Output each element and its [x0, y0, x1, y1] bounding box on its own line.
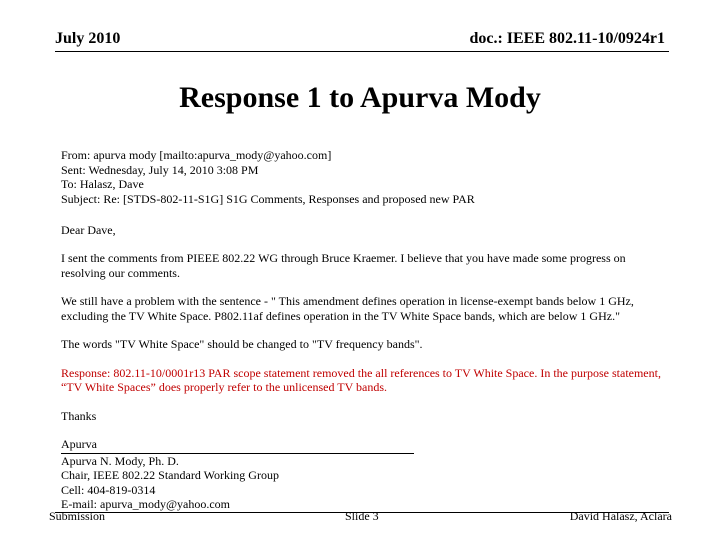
- response-line2: “TV White Spaces” does properly refer to the unlicensed TV bands.: [61, 380, 388, 394]
- closing: Thanks: [61, 408, 97, 423]
- signature-email: E-mail: apurva_mody@yahoo.com: [61, 497, 231, 511]
- slide-title: Response 1 to Apurva Mody: [179, 81, 541, 114]
- paragraph2-line2: excluding the TV White Space. P802.11af defines operation in the TV White Space bands, which are below 1 GHz.": [61, 308, 620, 323]
- greeting: Dear Dave,: [61, 222, 116, 237]
- header-doc-id: doc.: IEEE 802.11-10/0924r1: [469, 30, 665, 47]
- signature-role: Chair, IEEE 802.22 Standard Working Group: [61, 468, 279, 482]
- email-subject: Subject: Re: [STDS-802-11-S1G] S1G Comments, Responses and proposed new PAR: [61, 191, 475, 206]
- signature-cell: Cell: 404-819-0314: [61, 482, 156, 497]
- footer-submission: Submission: [49, 509, 106, 523]
- signer-first-name: Apurva: [61, 437, 97, 451]
- footer-author: David Halasz, Aclara: [569, 509, 672, 523]
- slide-body: [61, 148, 671, 512]
- header-date: July 2010: [55, 30, 121, 47]
- paragraph1-line2: resolving our comments.: [61, 265, 180, 280]
- email-to: To: Halasz, Dave: [61, 177, 144, 191]
- response-line1: Response: 802.11-10/0001r13 PAR scope statement removed the all references to TV White Space. In the purpose statement,: [61, 365, 661, 380]
- email-sent: Sent: Wednesday, July 14, 2010 3:08 PM: [61, 162, 259, 177]
- signature-name: Apurva N. Mody, Ph. D.: [61, 453, 179, 468]
- paragraph3: The words "TV White Space" should be changed to "TV frequency bands".: [61, 337, 423, 351]
- paragraph2-line1: We still have a problem with the sentence - " This amendment defines operation in license-exempt bands below 1 GHz,: [61, 294, 634, 308]
- paragraph1-line1: I sent the comments from PIEEE 802.22 WG through Bruce Kraemer. I believe that you have made some progress on: [61, 251, 626, 265]
- email-from: From: apurva mody [mailto:apurva_mody@yahoo.com]: [61, 148, 332, 162]
- footer-slide-number: Slide 3: [345, 509, 379, 523]
- header-divider: [55, 51, 669, 52]
